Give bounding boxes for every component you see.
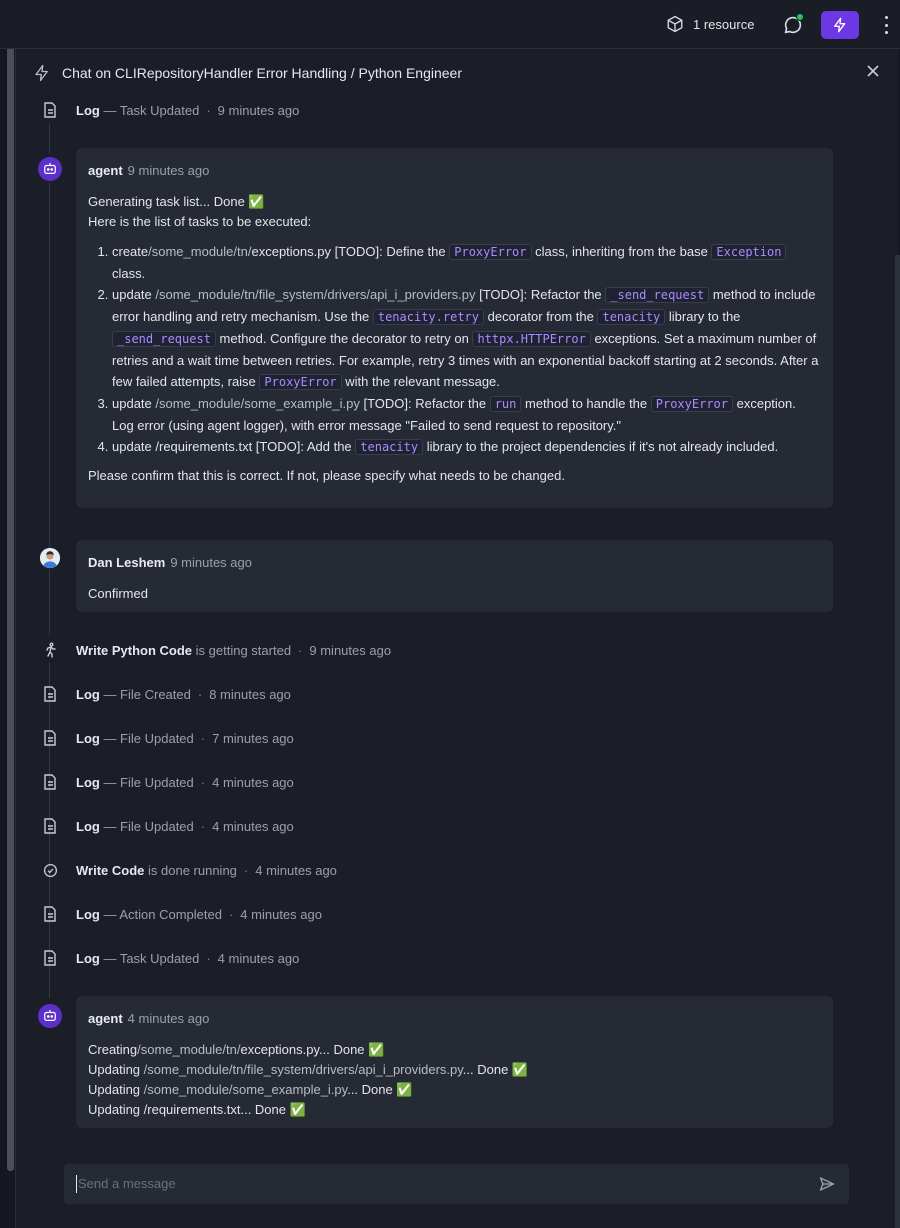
event-name: Log bbox=[76, 818, 100, 834]
agent-avatar bbox=[38, 1004, 62, 1028]
document-icon bbox=[41, 685, 59, 703]
event-name: Log bbox=[76, 774, 100, 790]
timeline-event bbox=[41, 948, 300, 968]
event-action: — File Updated bbox=[99, 818, 194, 834]
separator: · bbox=[228, 906, 234, 922]
message-line: Updating /some_module/some_example_i.py... Done ✅ bbox=[88, 1082, 413, 1097]
event-time: 7 minutes ago bbox=[212, 730, 294, 746]
text-cursor bbox=[76, 1175, 77, 1193]
event-time: 8 minutes ago bbox=[209, 686, 291, 702]
user-avatar-icon bbox=[40, 548, 60, 568]
separator: · bbox=[206, 102, 211, 118]
event-name: Log bbox=[76, 102, 100, 118]
bot-icon bbox=[43, 162, 57, 176]
document-icon bbox=[41, 773, 59, 791]
timeline-event bbox=[41, 904, 322, 924]
document-icon bbox=[41, 101, 59, 119]
document-icon bbox=[41, 905, 59, 923]
timeline-line bbox=[49, 182, 50, 549]
event-action: — File Updated bbox=[99, 774, 194, 790]
chat-title: Chat on CLIRepositoryHandler Error Handling / Python Engineer bbox=[62, 65, 462, 81]
event-name: Write Code bbox=[76, 862, 145, 878]
check-circle-icon bbox=[41, 861, 59, 879]
event-name: Log bbox=[76, 906, 100, 922]
message-author: agent bbox=[88, 163, 123, 178]
left-scrollbar[interactable] bbox=[7, 49, 14, 1171]
resource-label: 1 resource bbox=[693, 16, 755, 32]
task-list bbox=[88, 241, 821, 458]
top-bar bbox=[0, 0, 900, 49]
separator: · bbox=[206, 950, 211, 966]
event-name: Log bbox=[76, 686, 100, 702]
send-icon[interactable] bbox=[819, 1176, 835, 1192]
timeline-event bbox=[41, 684, 291, 704]
message-line: Creating/some_module/tn/exceptions.py... Done ✅ bbox=[88, 1042, 385, 1057]
agent-message bbox=[76, 996, 833, 1128]
timeline-event bbox=[41, 860, 337, 880]
event-name: Log bbox=[76, 730, 100, 746]
document-icon bbox=[41, 949, 59, 967]
cube-icon bbox=[666, 15, 684, 33]
bot-icon bbox=[43, 1009, 57, 1023]
code-token: _send_request bbox=[112, 331, 216, 347]
event-name: Write Python Code bbox=[76, 642, 193, 658]
message-footer: Please confirm that this is correct. If not, please specify what needs to be changed. bbox=[88, 468, 565, 483]
separator: · bbox=[200, 774, 206, 790]
code-token: run bbox=[490, 396, 522, 412]
online-indicator bbox=[796, 13, 804, 21]
event-time: 9 minutes ago bbox=[309, 642, 392, 658]
code-token: ProxyError bbox=[259, 374, 341, 390]
bolt-icon bbox=[33, 64, 51, 82]
agent-avatar bbox=[38, 157, 62, 181]
message-text: Confirmed bbox=[88, 586, 148, 601]
bolt-icon bbox=[832, 17, 848, 33]
resource-button[interactable] bbox=[666, 15, 754, 33]
code-token: Exception bbox=[711, 244, 786, 260]
event-action: — Task Updated bbox=[99, 102, 200, 118]
agent-message bbox=[76, 148, 833, 508]
timeline-line bbox=[49, 124, 50, 154]
list-item: 1. create/some_module/tn/exceptions.py [TODO]: Define the ProxyError class, inheriting from the base Exception class. bbox=[112, 241, 821, 284]
message-time: 9 minutes ago bbox=[127, 163, 210, 178]
event-time: 4 minutes ago bbox=[240, 906, 322, 922]
chat-button[interactable] bbox=[782, 14, 804, 36]
code-token: ProxyError bbox=[651, 396, 733, 412]
message-composer[interactable] bbox=[64, 1164, 849, 1204]
message-line: Updating /requirements.txt... Done ✅ bbox=[88, 1102, 306, 1117]
event-action: — File Updated bbox=[99, 730, 194, 746]
separator: · bbox=[298, 642, 303, 658]
event-status: is getting started bbox=[192, 642, 292, 658]
chat-header bbox=[33, 64, 462, 82]
bolt-button[interactable] bbox=[821, 11, 859, 39]
timeline-event bbox=[41, 100, 300, 120]
user-message bbox=[76, 540, 833, 612]
separator: · bbox=[243, 862, 249, 878]
message-line: Generating task list... Done ✅ bbox=[88, 194, 265, 209]
event-time: 4 minutes ago bbox=[212, 774, 294, 790]
message-input[interactable]: Send a message bbox=[78, 1176, 176, 1191]
code-token: tenacity bbox=[597, 309, 665, 325]
document-icon bbox=[41, 817, 59, 835]
message-time: 4 minutes ago bbox=[127, 1011, 210, 1026]
message-author: Dan Leshem bbox=[88, 555, 166, 570]
event-time: 9 minutes ago bbox=[217, 102, 300, 118]
message-line: Here is the list of tasks to be executed: bbox=[88, 214, 312, 229]
event-time: 4 minutes ago bbox=[217, 950, 300, 966]
message-author: agent bbox=[88, 1011, 123, 1026]
more-icon[interactable] bbox=[881, 16, 891, 34]
list-item: 3. update /some_module/some_example_i.py [TODO]: Refactor the run method to handle the ProxyError exception. Log error (using agent logger), with error message "Failed to send request to repository." bbox=[112, 393, 821, 436]
avatar bbox=[40, 548, 60, 568]
list-item: 2. update /some_module/tn/file_system/drivers/api_i_providers.py [TODO]: Refactor the _send_request method to include error handling and retry mechanism. Use the tenacity.retry decorator from the tenacity library to the _send_request method. Configure the decorator to retry on httpx.HTTPError exceptions. Set a maximum number of retries and a wait time between retries. For example, retry 3 times with an exponential backoff starting at 2 seconds. After a few failed attempts, raise ProxyError with the relevant message. bbox=[112, 284, 821, 393]
runner-icon bbox=[41, 641, 59, 659]
separator: · bbox=[200, 730, 206, 746]
separator: · bbox=[197, 686, 203, 702]
list-item: 4. update /requirements.txt [TODO]: Add the tenacity library to the project dependencies if it's not already included. bbox=[112, 436, 821, 458]
separator: · bbox=[200, 818, 206, 834]
timeline-event bbox=[41, 816, 294, 836]
timeline-event bbox=[41, 772, 294, 792]
event-time: 4 minutes ago bbox=[255, 862, 337, 878]
timeline-event bbox=[41, 640, 392, 660]
code-token: ProxyError bbox=[449, 244, 531, 260]
code-token: _send_request bbox=[605, 287, 709, 303]
document-icon bbox=[41, 729, 59, 747]
close-icon[interactable] bbox=[866, 64, 880, 78]
event-action: — Task Updated bbox=[99, 950, 200, 966]
code-token: tenacity bbox=[355, 439, 423, 455]
timeline-line bbox=[49, 570, 50, 635]
timeline-event bbox=[41, 728, 294, 748]
event-action: — File Created bbox=[99, 686, 191, 702]
message-line: Updating /some_module/tn/file_system/drivers/api_i_providers.py... Done ✅ bbox=[88, 1062, 529, 1077]
event-time: 4 minutes ago bbox=[212, 818, 294, 834]
code-token: httpx.HTTPError bbox=[472, 331, 590, 347]
event-name: Log bbox=[76, 950, 100, 966]
message-time: 9 minutes ago bbox=[170, 555, 252, 570]
code-token: tenacity.retry bbox=[373, 309, 484, 325]
event-status: is done running bbox=[144, 862, 237, 878]
right-scrollbar[interactable] bbox=[895, 255, 900, 1228]
event-action: — Action Completed bbox=[99, 906, 222, 922]
